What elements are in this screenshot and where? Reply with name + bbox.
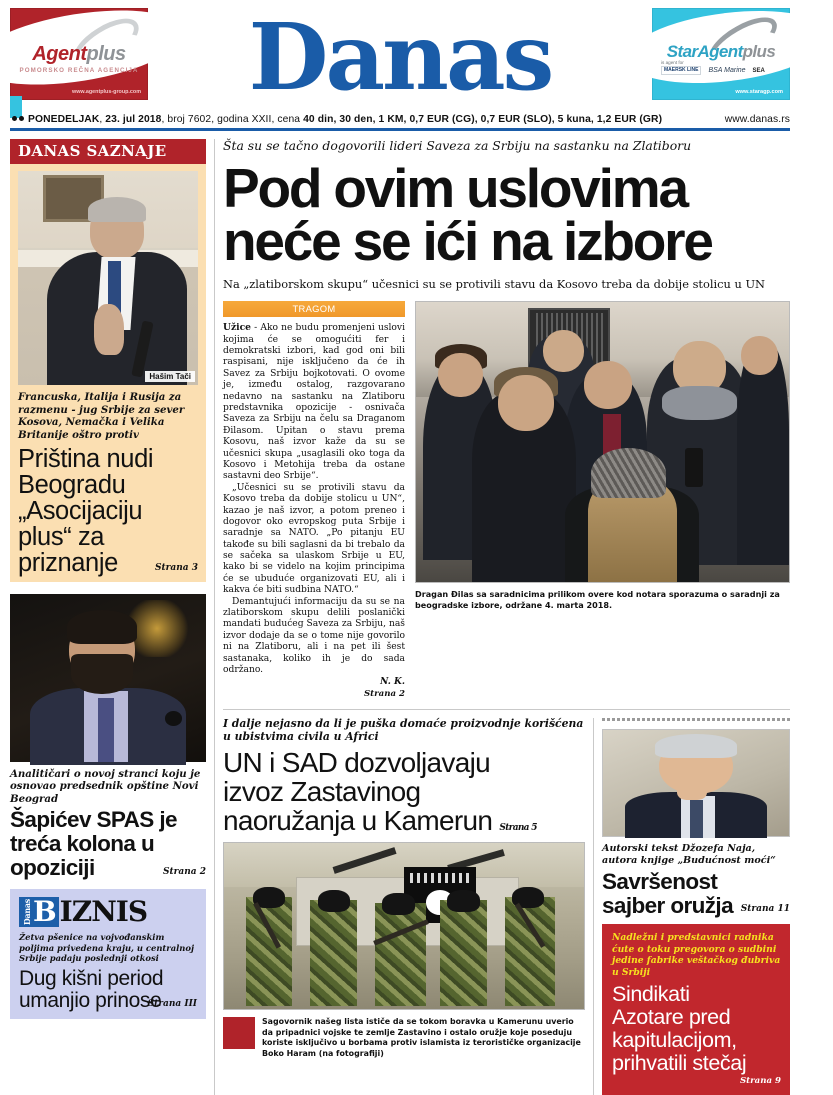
lead-kicker: Šta su se tačno dogovorili lideri Saveza za Srbiju na sastanku na Zlatiboru — [223, 138, 692, 153]
azotara-headline-line2: Azotare pred — [612, 1005, 731, 1030]
photo-fighter-4 — [440, 900, 487, 1006]
dateline-day: PONEDELJAK — [28, 114, 100, 125]
taci-headline[interactable]: Priština nudi Beogradu „Asocijaciju plus“ za priznanje — [18, 444, 154, 577]
lead-para1-text: - Ako ne budu promenjeni uslovi kojima će se omogućiti fer i demokratski izbori, kad god oni bili raspisani, nije isključeno da će ih Savez za Srbiju bojkotovati. O ovome je, između ostalog, razgovarano nedavno na sastanku na Zlatiboru predstavnika opozicije - osnivača Saveza za Srbiju na čelu sa Draganom Đilasom. Upitan o stavu prema Kosovu, naš izvor kaže da su se učesnici skupa „usaglasili oko toga da Kosovo i Metohija treba da ostane sastavni deo Srbije“. — [223, 323, 405, 482]
biznis-article[interactable] — [10, 889, 206, 1019]
azotara-headline-line4: prihvatili stečaj — [612, 1051, 747, 1076]
lead-body — [223, 301, 790, 699]
photo-mask-4 — [447, 890, 479, 912]
taci-page-ref: Strana 3 — [154, 562, 198, 573]
danas-saznaje-label: DANAS SAZNAJE — [10, 139, 206, 164]
red-square-marker — [223, 1017, 255, 1049]
azotara-kicker: Nadležni i predstavnici radnika ćute o toku pregovora o sudbini jedine fabrike veštačkog đubriva u Srbiji — [612, 932, 781, 978]
agentplus-word-main: Agent — [32, 43, 87, 65]
column-divider — [593, 718, 594, 1095]
un-headline[interactable] — [223, 748, 585, 835]
lead-signature: N. K. — [380, 677, 405, 688]
boko-haram-photo — [223, 842, 585, 1010]
dateline-issue: broj 7602 — [167, 114, 212, 125]
biznis-logo-badge — [19, 897, 59, 927]
photo-fighter-3 — [375, 903, 425, 1006]
staragentplus-agent-for-label: is agent for — [661, 60, 684, 65]
biznis-page-ref: Strana III — [147, 999, 197, 1010]
biznis-logo — [19, 897, 197, 927]
photo-hair — [67, 610, 138, 644]
un-headline-line3-wrap — [223, 806, 585, 835]
website-url[interactable]: www.danas.rs — [724, 114, 790, 125]
right-rail-column — [602, 718, 790, 1095]
un-page-ref: Strana 5 — [499, 823, 537, 834]
nye-headline-line2: sajber oružja — [602, 892, 734, 918]
dilas-group-photo — [415, 301, 790, 583]
page-title: Danas — [248, 3, 552, 112]
partner-bsa-logo: BSA Marine — [708, 67, 746, 75]
photo-mask-2 — [318, 890, 350, 912]
un-photo-caption-block — [223, 1017, 585, 1059]
photo-caption-badge: Hašim Tači — [145, 371, 195, 382]
biznis-logo-letter: B — [33, 895, 57, 929]
newspaper-front-page — [0, 3, 800, 1087]
photo-flag-script — [410, 873, 471, 882]
un-kicker: I dalje nejasno da li je puška domaće proizvodnje korišćena u ubistvima civila u Africi — [223, 717, 584, 744]
staragentplus-logo[interactable] — [652, 8, 790, 100]
nye-page-ref: Strana 11 — [740, 904, 790, 915]
agentplus-word-plus: plus — [86, 43, 126, 65]
dateline-price-label: cena — [277, 114, 301, 125]
lead-page-ref: Strana 2 — [363, 688, 405, 699]
azotara-page-ref: Strana 9 — [739, 1076, 781, 1087]
un-headline-line2: izvoz Zastavinog — [223, 776, 421, 808]
photo-person-2-head — [543, 330, 584, 372]
lead-paragraph-3: Demantujući informaciju da su se na zlatiborskom skupu delili poslanički mandati budućeg Saveza za Srbiju, naš izvor dodaje da se o tome nije govorilo ni na Zlatiboru, ali i na pet ili šest sastanaka, koliko ih je do sada održano. — [223, 596, 405, 675]
photo-tie — [98, 698, 114, 762]
staragentplus-url[interactable]: www.staragp.com — [735, 89, 783, 95]
photo-knit-hat — [591, 448, 666, 498]
sapic-photo — [10, 594, 206, 762]
azotara-article[interactable] — [602, 924, 790, 1095]
photo-person-5-scarf — [662, 386, 737, 420]
partner-sea-logo: SEA — [752, 67, 765, 74]
sapic-kicker: Analitičari o novoj stranci koju je osnovao predsednik opštine Novi Beograd — [10, 767, 201, 805]
dateline-year: godina XXII — [217, 114, 272, 125]
un-headline-line3: naoružanja u Kamerun — [223, 805, 493, 837]
sapic-page-ref: Strana 2 — [162, 867, 206, 878]
masthead — [10, 3, 790, 112]
photo-fighter-1 — [246, 897, 293, 1007]
blue-rule-top — [10, 128, 790, 131]
un-headline-line1: UN i SAD dozvoljavaju — [223, 747, 490, 779]
azotara-headline-line1: Sindikati — [612, 982, 690, 1007]
photo-hand — [94, 304, 125, 355]
dotted-rule — [602, 718, 790, 721]
bullet-dots-icon — [12, 116, 24, 121]
azotara-headline-line3: kapitulacijom, — [612, 1028, 737, 1053]
lead-paragraph-1 — [223, 322, 405, 482]
staragentplus-logo-wordmark — [653, 42, 789, 62]
section-tag-tragom[interactable]: TRAGOM — [223, 301, 405, 317]
photo-beard — [71, 654, 134, 694]
staragentplus-partner-list — [661, 66, 781, 75]
un-photo-caption: Sagovornik našeg lista ističe da se tokom boravka u Kamerunu uverio da pripadnici vojske te zemlje Zastavino i ostalo oružje koje poseduju koriste isključivo u borbama protiv islamista iz terorističke organizacije Boko Haram (na fotografiji) — [262, 1017, 581, 1058]
lead-headline-line1: Pod ovim uslovima — [223, 156, 687, 219]
main-column — [223, 139, 790, 1095]
photo-tie — [690, 800, 703, 838]
biznis-kicker: Žetva pšenice na vojvođanskim poljima privedena kraju, u centralnoj Srbije padaju poslednji otkosi — [19, 932, 195, 964]
dateline-row — [10, 112, 790, 128]
lead-subhead: Na „zlatiborskom skupu“ učesnici su se protivili stavu da Kosovo treba da dobije stolicu u UN — [223, 276, 766, 291]
content-grid — [10, 139, 790, 1095]
staragentplus-word-plus: plus — [742, 42, 776, 61]
lead-paragraph-2: „Učesnici su se protivili stavu da Kosovo treba da dobije stolicu u UN“, kazao je naš izvor, a potom preneo i dogovor oko evropskog puta Srbije i saradnje sa NATO. „Po pitanju EU takođe su bili saglasni da bi trebalo da se sačeka sa ulaskom Srbije u EU, kako bi se videlo na kojim principima će se ubuduće organizovati EU, ali i kakva će biti sudbina NATO.“ — [223, 482, 405, 596]
joseph-nye-photo — [602, 729, 790, 837]
sapic-headline[interactable]: Šapićev SPAS je treća kolona u opoziciji — [10, 807, 177, 881]
nye-kicker: Autorski tekst Džozefa Naja, autora knjige „Budućnost moći“ — [602, 843, 776, 866]
lead-headline[interactable] — [223, 156, 790, 273]
column-divider — [214, 139, 215, 1095]
un-sad-article[interactable] — [223, 718, 585, 1095]
photo-person-4-head — [584, 361, 632, 409]
dateline-bar — [10, 112, 790, 131]
agentplus-url[interactable]: www.agentplus-group.com — [72, 89, 141, 95]
nye-article[interactable] — [602, 729, 790, 918]
photo-person-3-head — [498, 375, 554, 431]
masthead-title-wrap — [148, 3, 652, 112]
dateline-text: PONEDELJAK, 23. jul 2018, broj 7602, godina XXII, cena 40 din, 30 den, 1 KM, 0,7 EUR (CG), 0,7 EUR (SLO), 5 kuna, 1,2 EUR (GR) — [28, 114, 663, 125]
lead-dateline-city: Užice — [223, 322, 251, 334]
biznis-logo-rest: IZNIS — [59, 895, 148, 929]
lead-photo-caption: Dragan Đilas sa saradnicima prilikom overe kod notara sporazuma o saradnji za beogradske izbore, održane 4. marta 2018. — [415, 589, 780, 610]
photo-fighter-5 — [505, 897, 555, 1007]
lead-photo-column — [415, 301, 790, 699]
hasim-taci-photo — [18, 171, 198, 385]
taci-kicker: Francuska, Italija i Rusija za razmenu - jug Srbije za sever Kosova, Nemačka i Velika Britanije oštro protiv — [18, 391, 185, 441]
lower-strip — [223, 718, 790, 1095]
photo-microphone — [685, 448, 704, 487]
photo-mask-3 — [382, 893, 414, 915]
nye-headline-line1: Savršenost — [602, 868, 718, 894]
photo-fighter-2 — [310, 900, 357, 1006]
sapic-article[interactable] — [10, 594, 206, 881]
partner-maersk-logo: MAERSK LINE — [661, 66, 701, 75]
dateline-date: 23. jul 2018 — [105, 114, 162, 125]
agentplus-subtitle: POMORSKO REČNA AGENCIJA — [19, 67, 139, 74]
agentplus-logo-wordmark — [11, 43, 147, 66]
photo-hand — [677, 777, 707, 800]
lead-article-text — [223, 322, 405, 699]
photo-person-6 — [737, 341, 789, 565]
photo-person-6-head — [741, 336, 778, 375]
horizontal-divider — [223, 709, 790, 710]
photo-person-1-head — [438, 353, 483, 398]
agentplus-logo[interactable] — [10, 8, 148, 100]
biznis-logo-vertical-text: Danas — [22, 898, 32, 926]
staragentplus-word-main: StarAgent — [666, 42, 743, 61]
lead-text-column — [223, 301, 405, 699]
lead-article[interactable] — [223, 139, 790, 699]
danas-saznaje-article[interactable] — [10, 139, 206, 582]
photo-hair — [655, 734, 737, 757]
left-sidebar-column — [10, 139, 206, 1095]
photo-hair — [88, 197, 146, 223]
azotara-headline[interactable] — [612, 983, 781, 1075]
danas-saznaje-box — [10, 164, 206, 582]
biznis-headline[interactable]: Dug kišni period umanjio prinose — [19, 966, 164, 1012]
lead-headline-line2: neće se ići na izbore — [223, 210, 712, 273]
dateline-prices: 40 din, 30 den, 1 KM, 0,7 EUR (CG), 0,7 EUR (SLO), 5 kuna, 1,2 EUR (GR) — [303, 114, 663, 125]
